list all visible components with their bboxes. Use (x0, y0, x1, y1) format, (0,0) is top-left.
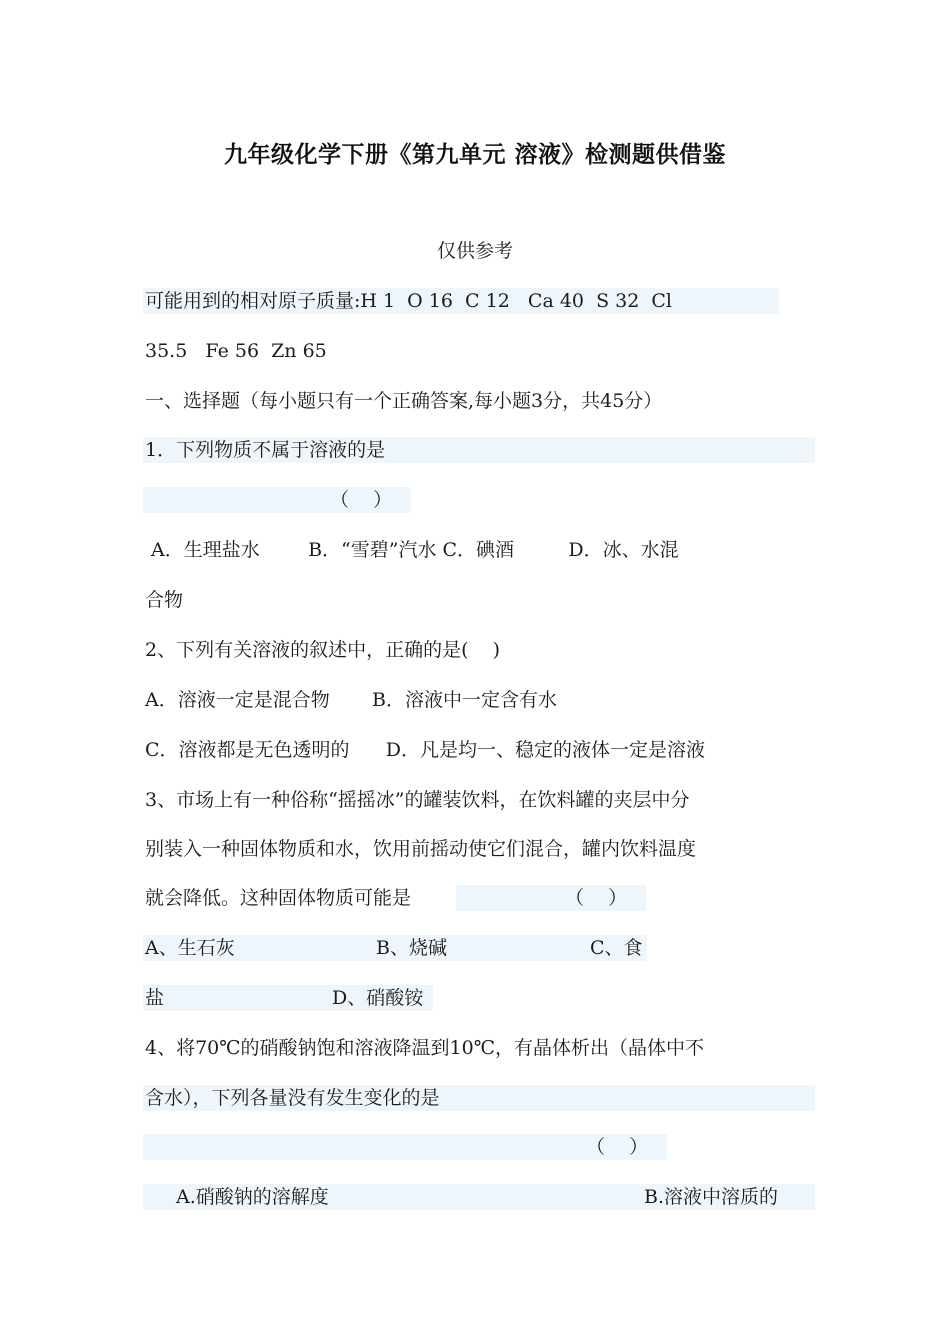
question-4-stem: 4、将70℃的硝酸钠饱和溶液降温到10℃，有晶体析出（晶体中不 (145, 1037, 704, 1059)
question-3-stem: 别装入一种固体物质和水，饮用前摇动使它们混合，罐内饮料温度 (145, 838, 697, 860)
atomic-masses-line: 可能用到的相对原子质量:H 1 O 16 C 12 Ca 40 S 32 Cl (145, 290, 673, 312)
question-1-stem: 1．下列物质不属于溶液的是 (145, 439, 386, 461)
question-2-stem: 2、下列有关溶液的叙述中，正确的是( ) (145, 639, 501, 661)
question-1-blank: （ ） (330, 489, 393, 511)
question-3-option-c: C、食 (590, 937, 643, 959)
document-title: 九年级化学下册《第九单元 溶液》检测题供借鉴 (223, 142, 726, 168)
question-3-option-c-cont: 盐 (145, 987, 165, 1009)
question-3-option-a: A、生石灰 (145, 937, 235, 959)
question-4-stem: 含水），下列各量没有发生变化的是 (145, 1087, 440, 1109)
question-3-option-b: B、烧碱 (376, 937, 447, 959)
question-3-stem: 3、市场上有一种俗称“摇摇冰”的罐装饮料，在饮料罐的夹层中分 (145, 789, 690, 811)
section-heading: 一、选择题（每小题只有一个正确答案,每小题3分，共45分） (145, 390, 663, 412)
question-2-options: C．溶液都是无色透明的 D．凡是均一、稳定的液体一定是溶液 (145, 739, 706, 761)
atomic-masses-line: 35.5 Fe 56 Zn 65 (145, 340, 327, 362)
question-1-options: A．生理盐水 B．“雪碧”汽水 C．碘酒 D．冰、水混 (145, 539, 679, 561)
question-3-blank: （ ） (565, 887, 628, 909)
question-3-stem: 就会降低。这种固体物质可能是 (145, 887, 412, 909)
question-4-option-a: A.硝酸钠的溶解度 (176, 1186, 329, 1208)
question-3-option-d: D、硝酸铵 (332, 987, 424, 1009)
question-4-blank: （ ） (586, 1136, 649, 1158)
question-1-options: 合物 (145, 589, 184, 611)
question-4-option-b: B.溶液中溶质的 (644, 1186, 779, 1208)
document-subtitle: 仅供参考 (436, 240, 513, 262)
question-2-options: A．溶液一定是混合物 B．溶液中一定含有水 (145, 689, 557, 711)
